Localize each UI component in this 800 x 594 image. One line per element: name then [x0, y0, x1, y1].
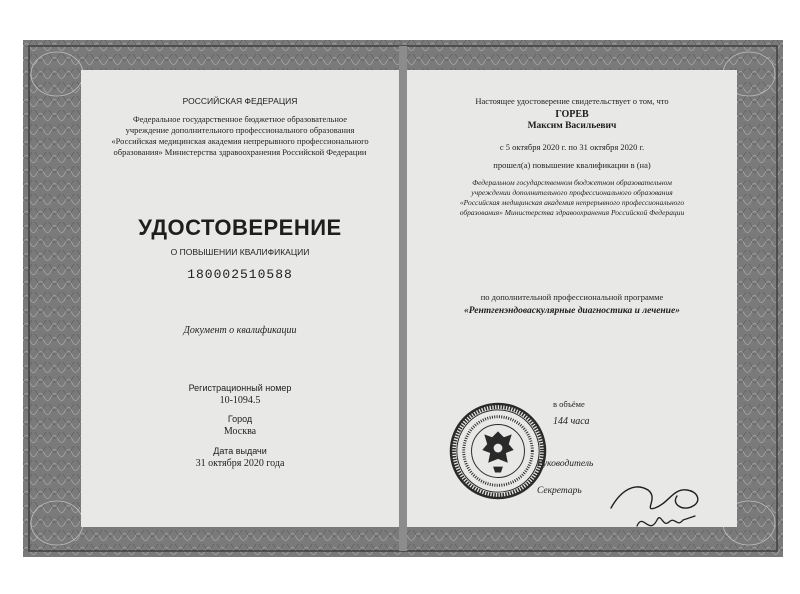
- issuer-line-4: образования» Министерства здравоохранения Российской Федерации: [113, 147, 367, 157]
- institution-line-2: учреждении дополнительного профессионального образования: [471, 188, 673, 197]
- qualification-statement: прошел(а) повышение квалификации в (на): [493, 160, 651, 170]
- volume-label: в объёме: [553, 399, 585, 409]
- issue-date-value: 31 октября 2020 года: [195, 458, 285, 469]
- official-seal: [449, 402, 547, 500]
- institution-line-3: «Российская медицинская академия непрерывного профессионального: [459, 198, 685, 207]
- city-label: Город: [227, 414, 253, 424]
- program-name: «Рентгенэндоваскулярные диагностика и лечение»: [464, 306, 680, 316]
- secretary-label: Секретарь: [537, 486, 582, 496]
- registration-label: Регистрационный номер: [188, 383, 292, 393]
- volume-value: 144 часа: [553, 416, 590, 427]
- institution-line-1: Федеральном государственном бюджетном образовательном: [472, 178, 672, 187]
- issue-date-label: Дата выдачи: [213, 446, 267, 456]
- issuer-line-2: учреждение дополнительного профессионального образования: [125, 125, 355, 135]
- document-number: 180002510588: [187, 267, 293, 282]
- document-subtitle: О ПОВЫШЕНИИ КВАЛИФИКАЦИИ: [170, 247, 310, 257]
- document-title: УДОСТОВЕРЕНИЕ: [138, 215, 342, 240]
- certificate: [23, 40, 783, 557]
- signature: [603, 468, 713, 540]
- document-type: Документ о квалификации: [183, 325, 297, 336]
- institution-line-4: образования» Министерства здравоохранения Российской Федерации: [459, 208, 685, 217]
- right-page: [407, 70, 737, 527]
- program-label: по дополнительной профессиональной программе: [480, 292, 664, 302]
- registration-number: 10-1094.5: [219, 395, 261, 406]
- left-page: [81, 70, 399, 527]
- issuer-line-1: Федеральное государственное бюджетное образовательное: [132, 114, 348, 124]
- recipient-surname: ГОРЕВ: [555, 109, 589, 120]
- issuer-line-3: «Российская медицинская академия непрерывного профессионального: [111, 136, 369, 146]
- intro-text: Настоящее удостоверение свидетельствует о том, что: [475, 96, 669, 106]
- country-label: РОССИЙСКАЯ ФЕДЕРАЦИЯ: [182, 96, 298, 106]
- recipient-name: Максим Васильевич: [527, 121, 617, 131]
- training-period: с 5 октября 2020 г. по 31 октября 2020 г.: [499, 142, 645, 152]
- city-value: Москва: [223, 426, 257, 437]
- head-label: Руководитель: [537, 459, 594, 469]
